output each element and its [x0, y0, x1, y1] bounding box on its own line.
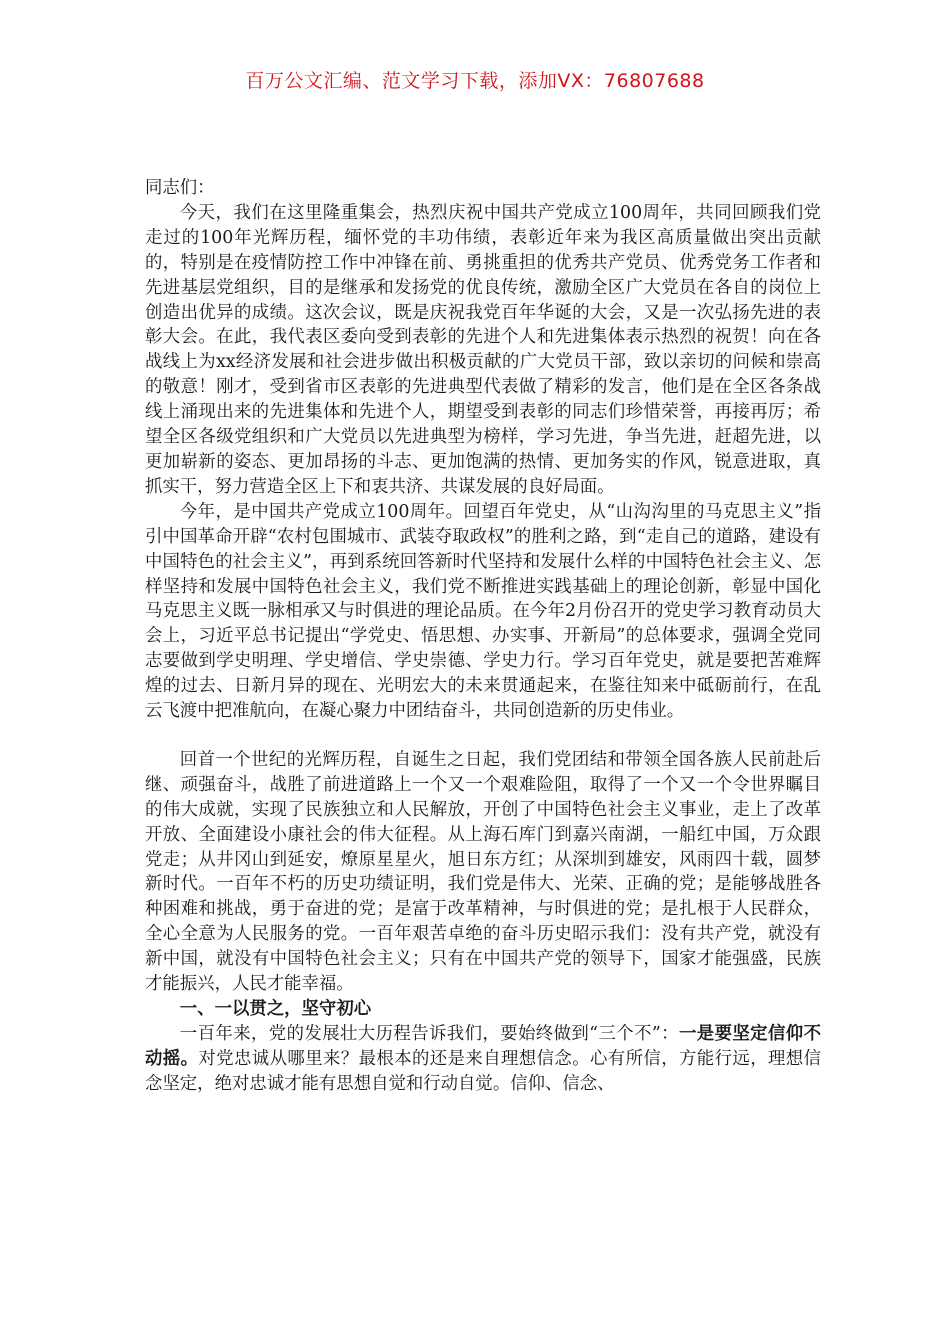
greeting: 同志们： [145, 178, 215, 198]
paragraph-party-history: 今年，是中国共产党成立100周年。回望百年党史，从“山沟沟里的马克思主义”指引中国革命开辟“农村包围城市、武装夺取政权”的胜利之路，到“走自己的道路，建设有中国特色的社会主义”，再到系统回答新时代坚持和发展什么样的中国特色社会主义、怎样坚持和发展中国特色社会主义，我们党不断推进实践基础上的理论创新，彰显中国化马克思主义既一脉相承又与时俱进的理论品质。在今年2月份召开的党史学习教育动员大会上，习近平总书记提出“学党史、悟思想、办实事、开新局”的总体要求，强调全党同志要做到学史明理、学史增信、学史崇德、学史力行。学习百年党史，就是要把苦难辉煌的过去、日新月异的现在、光明宏大的未来贯通起来，在鉴往知来中砥砺前行，在乱云飞渡中把准航向，在凝心聚力中团结奋斗，共同创造新的历史伟业。 [145, 501, 821, 722]
paragraph-three-nots-rest: 对党忠诚从哪里来？最根本的还是来自理想信念。心有所信，方能行远，理想信念坚定，绝对忠诚才能有思想自觉和行动自觉。信仰、信念、 [145, 1048, 821, 1094]
header-banner: 百万公文汇编、范文学习下载，添加VX：76807688 [245, 70, 705, 92]
paragraph-century-review: 回首一个世纪的光辉历程，自诞生之日起，我们党团结和带领全国各族人民前赴后继、顽强奋斗，战胜了前进道路上一个又一个艰难险阻，取得了一个又一个令世界瞩目的伟大成就，实现了民族独立和人民解放，开创了中国特色社会主义事业，走上了改革开放、全面建设小康社会的伟大征程。从上海石库门到嘉兴南湖，一船红中国，万众跟党走；从井冈山到延安，燎原星星火，旭日东方红；从深圳到雄安，风雨四十载，圆梦新时代。一百年不朽的历史功绩证明，我们党是伟大、光荣、正确的党；是能够战胜各种困难和挑战，勇于奋进的党；是富于改革精神，与时俱进的党；是扎根于人民群众，全心全意为人民服务的党。一百年艰苦卓绝的奋斗历史昭示我们：没有共产党，就没有新中国，就没有中国特色社会主义；只有在中国共产党的领导下，国家才能强盛，民族才能振兴，人民才能幸福。 [145, 749, 821, 995]
paragraph-three-nots-bold: 一是要坚定信仰不动摇。 [145, 1023, 821, 1069]
paragraph-celebration: 今天，我们在这里隆重集会，热烈庆祝中国共产党成立100周年，共同回顾我们党走过的100年光辉历程，缅怀党的丰功伟绩，表彰近年来为我区高质量做出突出贡献的，特别是在疫情防控工作中冲锋在前、勇挑重担的优秀共产党员、优秀党务工作者和先进基层党组织，目的是继承和发扬党的优良传统，激励全区广大党员在各自的岗位上创造出优异的成绩。这次会议，既是庆祝我党百年华诞的大会，又是一次弘扬先进的表彰大会。在此，我代表区委向受到表彰的先进个人和先进集体表示热烈的祝贺！向在各战线上为xx经济发展和社会进步做出积极贡献的广大党员干部，致以亲切的问候和崇高的敬意！刚才，受到省市区表彰的先进典型代表做了精彩的发言，他们是在全区各条战线上涌现出来的先进集体和先进个人，期望受到表彰的同志们珍惜荣誉，再接再厉；希望全区各级党组织和广大党员以先进典型为榜样，学习先进，争当先进，赶超先进，以更加崭新的姿态、更加昂扬的斗志、更加饱满的热情、更加务实的作风，锐意进取，真抓实干，努力营造全区上下和衷共济、共谋发展的良好局面。 [145, 202, 821, 497]
paragraph-three-nots [145, 1022, 821, 1097]
paragraph-three-nots-lead: 一百年来，党的发展壮大历程告诉我们，要始终做到“三个不”： [179, 1023, 679, 1044]
document-body [145, 176, 821, 1097]
section-heading-1: 一、一以贯之，坚守初心 [179, 999, 372, 1019]
